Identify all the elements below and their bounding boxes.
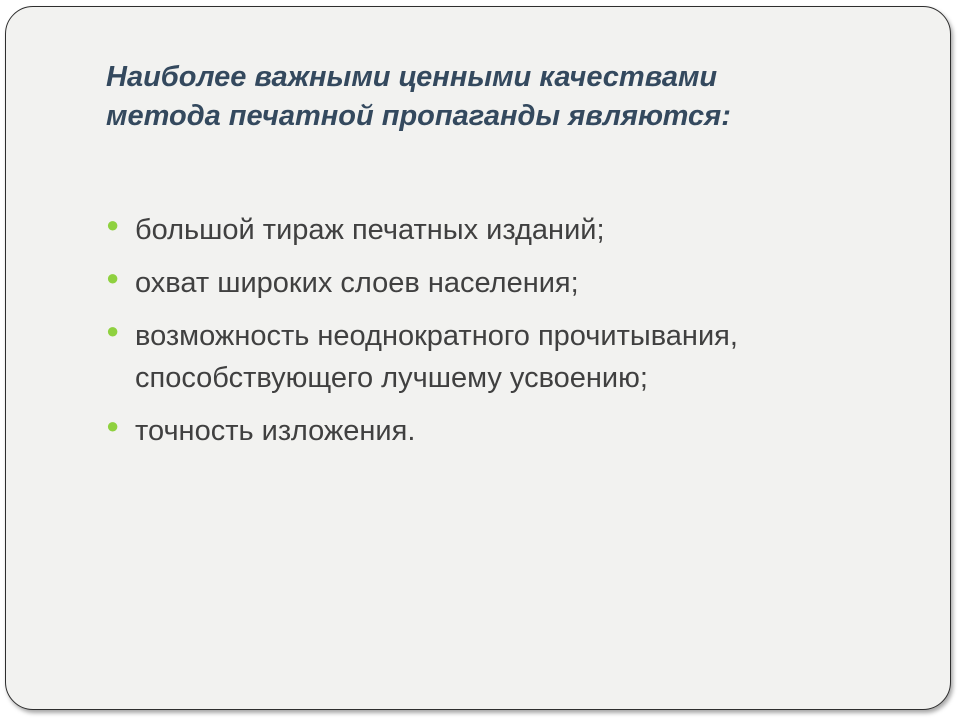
bullet-icon: ● [106,265,120,290]
bullet-text [135,315,926,399]
bullet-icon: ● [106,318,120,343]
bullet-item-1 [106,209,926,251]
slide-title-line-2: метода печатной пропаганды являются: [106,100,731,132]
bullet-item-4 [106,410,926,452]
bullet-item-3 [106,315,926,399]
bullet-text [135,262,926,304]
bullet-line: способствующего лучшему усвоению; [135,362,648,394]
bullet-text [135,410,926,452]
bullet-icon: ● [106,413,120,438]
slide-title-line-1: Наиболее важными ценными качествами [106,61,718,93]
slide-title [106,58,906,136]
bullet-line: точность изложения. [135,415,416,447]
bullet-line: возможность неоднократного прочитывания, [135,320,738,352]
bullet-icon: ● [106,212,120,237]
bullet-line: охват широких слоев населения; [135,267,579,299]
bullet-list [106,209,926,463]
bullet-item-2 [106,262,926,304]
bullet-line: большой тираж печатных изданий; [135,214,605,246]
bullet-text [135,209,926,251]
